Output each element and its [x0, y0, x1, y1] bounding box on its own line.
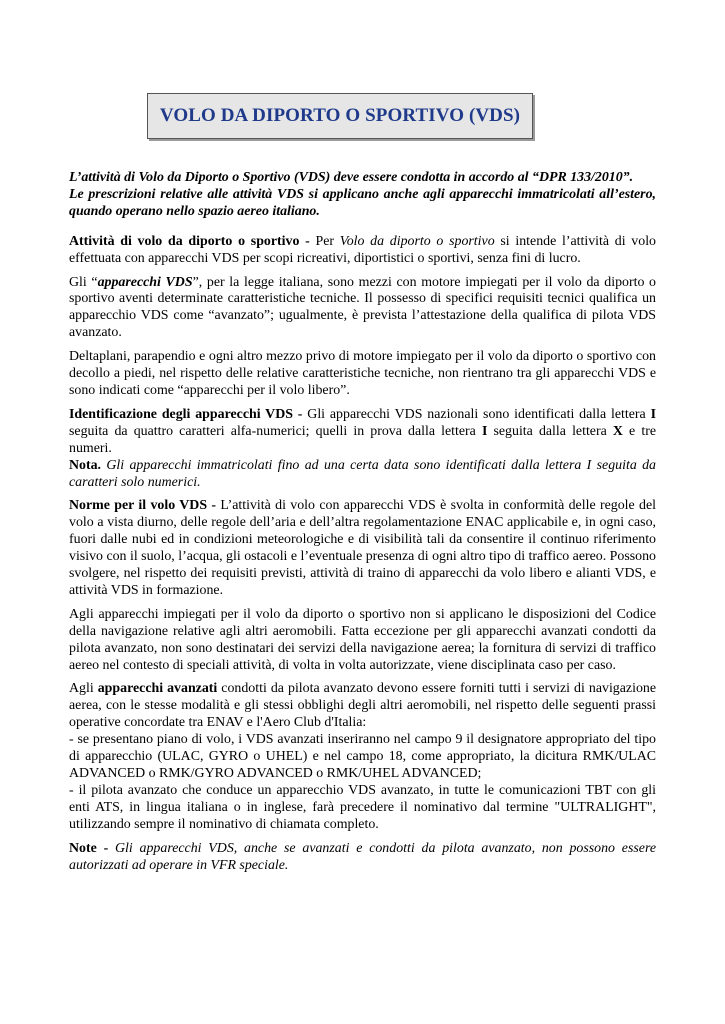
- note-label: Note -: [69, 840, 109, 856]
- title-box: [147, 93, 533, 139]
- nota-label: Nota.: [69, 457, 102, 473]
- intro-line-1: L’attività di Volo da Diporto o Sportivo (VDS) deve essere condotta in accordo al “DPR 133/2010”.: [69, 170, 634, 185]
- paragraph-deltaplani: Deltaplani, parapendio e ogni altro mezzo privo di motore impiegato per il volo da diporto o sportivo con decollo a piedi, nel rispetto delle relative caratteristiche tecniche, non rientrano tra gli apparecchi VDS e sono indicati come “apparecchi per il volo libero”.: [69, 349, 656, 398]
- paragraph-heading: Norme per il volo VDS -: [69, 498, 217, 514]
- paragraph-attivita: Attività di volo da diporto o sportivo - Per Volo da diporto o sportivo si intende l’attività di volo effettuata con apparecchi VDS per scopi ricreativi, diportistici o sportivi, senza fini di lucro.: [69, 233, 656, 266]
- paragraph-codice-navigazione: Agli apparecchi impiegati per il volo da diporto o sportivo non si applicano le disposizioni del Codice della navigazione relative agli altri aeromobili. Fatta eccezione per gli apparecchi avanzati condotti da pilota avanzato, non sono destinatari dei servizi della navigazione aerea; la fornitura di servizi di traffico aereo nel contesto di speciali attività, di volta in volta autorizzate, viene disciplinata caso per caso.: [69, 606, 656, 673]
- page-title: VOLO DA DIPORTO O SPORTIVO (VDS): [159, 105, 521, 126]
- paragraph-note: Note - Gli apparecchi VDS, anche se avanzati e condotti da pilota avanzato, non possono essere autorizzati ad operare in VFR speciale.: [69, 840, 657, 873]
- intro-line-2: Le prescrizioni relative alle attività VDS si applicano anche agli apparecchi immatricolati all’estero, quando operano nello spazio aereo italiano.: [69, 186, 656, 219]
- bullet-item: - se presentano piano di volo, i VDS avanzati inseriranno nel campo 9 il designatore appropriato del tipo di apparecchio (ULAC, GYRO o UHEL) e nel campo 18, come appropriato, la dicitura RMK/ULAC ADVANCED o RMK/GYRO ADVANCED o RMK/UHEL ADVANCED;: [69, 732, 656, 781]
- document-body: [69, 170, 656, 881]
- paragraph-apparecchi-avanzati: Agli apparecchi avanzati condotti da pilota avanzato devono essere forniti tutti i servizi di navigazione aerea, con le stesse modalità e gli stessi obblighi degli altri aeromobili, nel rispetto delle seguenti prassi operative concordate tra ENAV e l'Aero Club d'Italia:: [69, 681, 656, 731]
- paragraph-heading: Identificazione degli apparecchi VDS -: [69, 406, 303, 422]
- paragraph-identificazione: Identificazione degli apparecchi VDS - Gli apparecchi VDS nazionali sono identificati dalla lettera I seguita da quattro caratteri alfa-numerici; quelli in prova dalla lettera I seguita dalla lettera X e tre numeri.: [69, 406, 656, 456]
- paragraph-heading: Attività di volo da diporto o sportivo -: [69, 233, 310, 249]
- bullet-item: - il pilota avanzato che conduce un apparecchio VDS avanzato, in tutte le comunicazioni TBT con gli enti ATS, in lingua italiana o in inglese, farà precedere il nominativo dal termine "ULTRALIGHT", utilizzando sempre il nominativo di chiamata completo.: [69, 782, 656, 832]
- paragraph-norme: Norme per il volo VDS - L’attività di volo con apparecchi VDS è svolta in conformità delle regole del volo a vista diurno, delle regole dell’aria e dell’altra regolamentazione ENAC applicabile e, in ogni caso, fuori dalle nubi ed in condizioni meteorologiche e di visibilità tali da consentire il continuo riferimento visivo con il suolo, l’acqua, gli ostacoli e l’eventuale presenza di ogni altro tipo di traffico aereo. Possono svolgere, nel rispetto dei requisiti previsti, attività di traino di apparecchi da volo libero e alianti VDS, e attività VDS in formazione.: [69, 498, 656, 598]
- paragraph-apparecchi-vds: Gli “apparecchi VDS”, per la legge italiana, sono mezzi con motore impiegati per il volo da diporto o sportivo aventi determinate caratteristiche tecniche. Il possesso di specifici requisiti tecnici qualifica un apparecchio VDS come “avanzato”; ugualmente, è prevista l’attestazione della qualifica di pilota VDS avanzato.: [69, 274, 657, 341]
- paragraph-nota: Nota. Gli apparecchi immatricolati fino ad una certa data sono identificati dalla lettera I seguita da caratteri solo numerici.: [69, 457, 656, 490]
